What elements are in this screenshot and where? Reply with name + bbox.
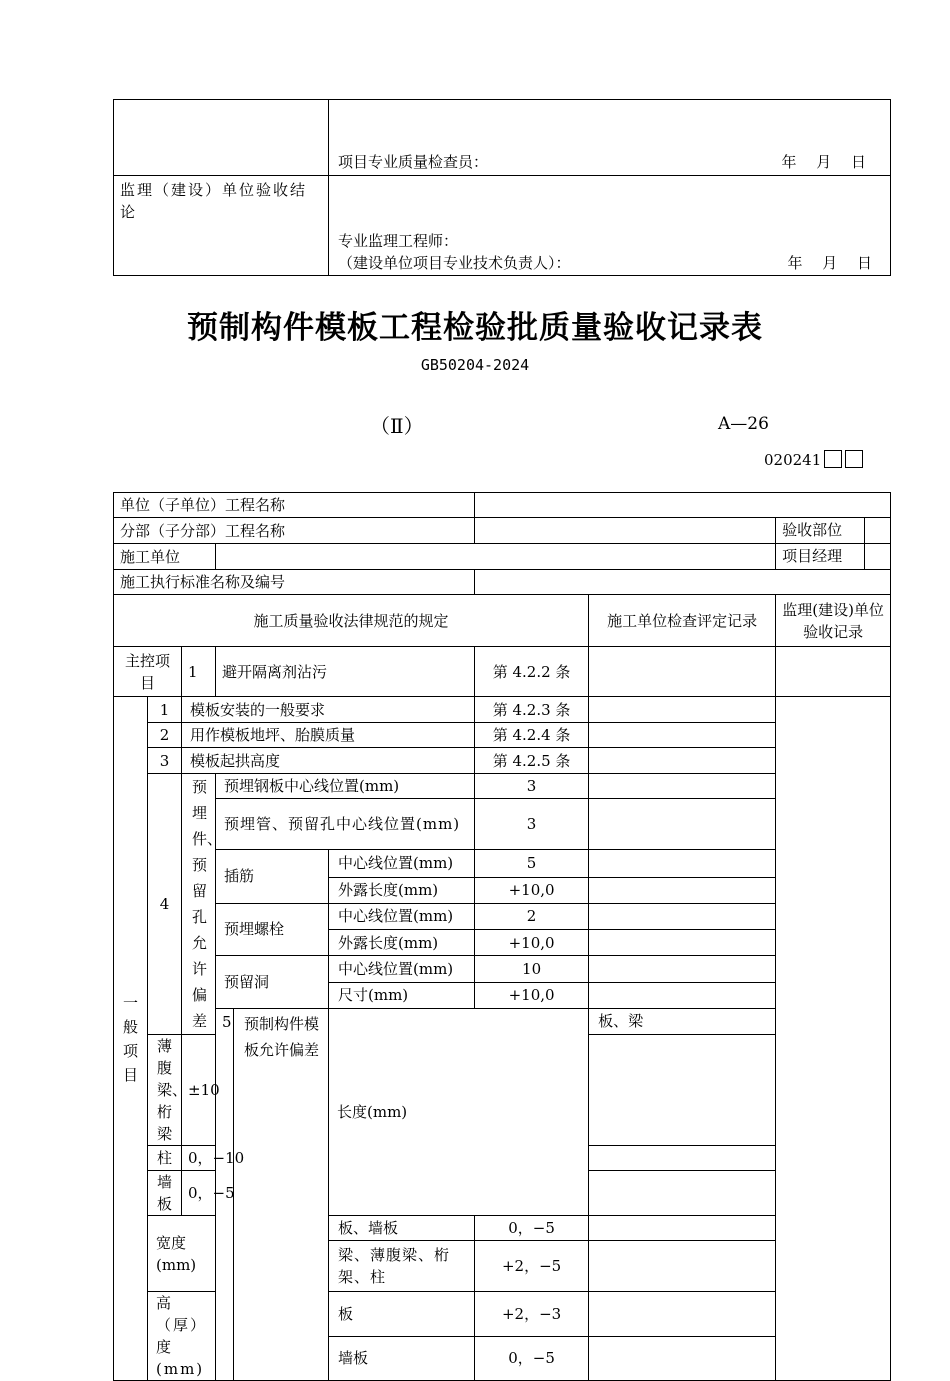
g5-width: 宽度(mm) (148, 1216, 216, 1292)
main-control-no: 1 (182, 647, 216, 697)
g4-label: 预埋件、预留孔允许偏差 (182, 774, 216, 1035)
g4-bolt-center-record[interactable] (589, 903, 776, 930)
g4-hole-center-record[interactable] (589, 956, 776, 983)
unit-project-field[interactable] (475, 493, 891, 518)
g5-len3-record[interactable] (589, 1146, 776, 1171)
g5-len4: 墙板 (148, 1171, 182, 1216)
g2-clause: 第 4.2.4 条 (475, 723, 589, 748)
g4-pipe-hole-val: 3 (475, 799, 589, 850)
g4-bolt-center: 中心线位置(mm) (329, 903, 475, 930)
g1-clause: 第 4.2.3 条 (475, 697, 589, 723)
g2-no: 2 (148, 723, 182, 748)
g2-record[interactable] (589, 723, 776, 748)
g3-record[interactable] (589, 748, 776, 774)
g5-len3-val: 0，−10 (182, 1146, 216, 1171)
g5-h2-record[interactable] (589, 1336, 776, 1381)
top-left-cell (114, 100, 329, 176)
g5-w2-record[interactable] (589, 1241, 776, 1292)
accept-part-cell (776, 518, 891, 544)
g5-len1: 板、梁 (589, 1008, 776, 1035)
top-signature-table (113, 99, 891, 276)
contractor-field[interactable] (216, 544, 776, 570)
main-control-clause: 第 4.2.2 条 (475, 647, 589, 697)
inspection-table (113, 492, 891, 1381)
g5-len2-val: ±10 (182, 1035, 216, 1146)
g5-h1-val: +2，−3 (475, 1292, 589, 1337)
general-label: 一般项目 (122, 993, 138, 1084)
g4-bolt-expose-record[interactable] (589, 930, 776, 956)
g5-w2-val: +2，−5 (475, 1241, 589, 1292)
g5-length: 长度(mm) (329, 1008, 589, 1216)
sub-project-field[interactable] (475, 518, 776, 544)
sub-project-label: 分部（子分部）工程名称 (114, 518, 475, 544)
g5-len2: 薄腹梁、桁梁 (148, 1035, 182, 1146)
code-number (764, 450, 863, 469)
g1-no: 1 (148, 697, 182, 723)
g5-w1: 板、墙板 (329, 1216, 475, 1241)
g5-h1-record[interactable] (589, 1292, 776, 1337)
g5-w1-record[interactable] (589, 1216, 776, 1241)
g5-len4-val: 0，−5 (182, 1171, 216, 1216)
g1-record[interactable] (589, 697, 776, 723)
pm-label: 项目经理 (776, 544, 865, 569)
inspector-label: 项目专业质量检查员： (338, 153, 489, 171)
spec-header: 施工质量验收法律规范的规定 (114, 595, 589, 647)
g3-item: 模板起拱高度 (182, 748, 475, 774)
g4-steel-plate: 预埋钢板中心线位置(mm) (216, 774, 475, 799)
g4-rebar-expose: 外露长度(mm) (329, 877, 475, 903)
unit-project-label: 单位（子单位）工程名称 (114, 493, 475, 518)
engineer-label: 专业监理工程师： (338, 232, 459, 250)
g4-hole-size-record[interactable] (589, 982, 776, 1008)
g4-hole-center: 中心线位置(mm) (329, 956, 475, 983)
g5-len3: 柱 (148, 1146, 182, 1171)
g4-no: 4 (148, 774, 182, 1035)
date-2: 年 月 日 (787, 254, 872, 272)
owner-label: （建设单位项目专业技术负责人）： (338, 254, 571, 272)
g5-len2-record[interactable] (589, 1035, 776, 1146)
code-box-2[interactable] (845, 450, 863, 468)
g4-pipe-hole: 预埋管、预留孔中心线位置(mm) (216, 799, 475, 850)
g5-height: 高（厚）度(mm) (148, 1292, 216, 1381)
g5-h1: 板 (329, 1292, 475, 1337)
main-control-record[interactable] (589, 647, 776, 697)
date-1: 年 月 日 (781, 153, 866, 171)
g4-hole-size: 尺寸(mm) (329, 982, 475, 1008)
g4-bolt-expose: 外露长度(mm) (329, 930, 475, 956)
g5-w2: 梁、薄腹梁、桁架、柱 (329, 1241, 475, 1292)
g4-rebar-expose-val: +10,0 (475, 877, 589, 903)
g4-bolt-expose-val: +10,0 (475, 930, 589, 956)
supervisor-record-header: 监理(建设)单位验收记录 (776, 595, 891, 647)
code-text: 020241 (764, 451, 822, 469)
pm-cell (776, 544, 891, 570)
g5-w1-val: 0，−5 (475, 1216, 589, 1241)
g4-rebar-center-record[interactable] (589, 850, 776, 878)
g3-no: 3 (148, 748, 182, 774)
contractor-label: 施工单位 (114, 544, 216, 570)
g1-item: 模板安装的一般要求 (182, 697, 475, 723)
g5-h2: 墙板 (329, 1336, 475, 1381)
g5-h2-val: 0，−5 (475, 1336, 589, 1381)
g5-len4-record[interactable] (589, 1171, 776, 1216)
main-control-label: 主控项目 (114, 647, 182, 697)
g4-pipe-hole-record[interactable] (589, 799, 776, 850)
standard-name-field[interactable] (475, 570, 891, 595)
standard-code: GB50204-2024 (420, 356, 530, 374)
general-label-cell (114, 697, 148, 1381)
code-box-1[interactable] (824, 450, 842, 468)
g5-label: 预制构件模板允许偏差 (234, 1008, 329, 1381)
g4-rebar-center-val: 5 (475, 850, 589, 878)
g3-clause: 第 4.2.5 条 (475, 748, 589, 774)
g2-item: 用作模板地坪、胎膜质量 (182, 723, 475, 748)
g4-rebar: 插筋 (216, 850, 329, 904)
inspector-cell (329, 100, 891, 176)
main-control-item: 避开隔离剂沾污 (216, 647, 475, 697)
g4-steel-plate-val: 3 (475, 774, 589, 799)
standard-name-label: 施工执行标准名称及编号 (114, 570, 475, 595)
g4-bolt: 预埋螺栓 (216, 903, 329, 956)
contractor-record-header: 施工单位检查评定记录 (589, 595, 776, 647)
form-title: 预制构件模板工程检验批质量验收记录表 (187, 310, 763, 346)
g4-rebar-expose-record[interactable] (589, 877, 776, 903)
g4-hole-size-val: +10,0 (475, 982, 589, 1008)
g5-no: 5 (216, 1008, 234, 1381)
engineer-cell (329, 176, 891, 276)
g4-hole: 预留洞 (216, 956, 329, 1009)
form-number: A—26 (718, 414, 769, 434)
supervision-label: 监理（建设）单位验收结论 (114, 176, 329, 276)
general-supervisor[interactable] (776, 697, 891, 1381)
g4-rebar-center: 中心线位置(mm) (329, 850, 475, 878)
part-number: （Ⅱ） (370, 414, 424, 438)
g4-hole-center-val: 10 (475, 956, 589, 983)
accept-part-label: 验收部位 (776, 518, 865, 543)
g4-bolt-center-val: 2 (475, 903, 589, 930)
main-control-supervisor[interactable] (776, 647, 891, 697)
g4-steel-plate-record[interactable] (589, 774, 776, 799)
